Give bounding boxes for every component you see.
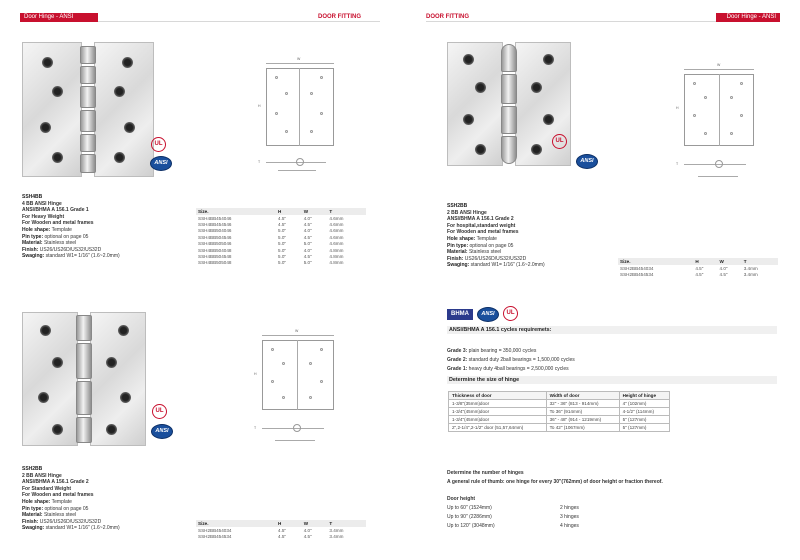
table-row [449,408,670,416]
grade-row [447,348,536,354]
spec-line: 2 BB ANSI Hinge [22,472,62,479]
table-cell: 4.6mm [329,215,344,221]
drawing-pin [715,160,723,168]
table-cell: To 36" (914mm) [546,408,619,416]
ssh4bb-spec [22,194,192,260]
table-cell: 4.5" [278,534,287,540]
drawing-hole [310,92,313,95]
screw-hole [531,144,542,155]
grade-value: plain bearing = 350,000 cycles [467,348,537,354]
spec-row [22,499,192,506]
table-cell: 4.6mm [329,234,344,240]
spec-line: For Wooden and metal frames [22,492,94,499]
drawing-hole [730,132,733,135]
table-cell: 4-1/2" (114mm) [619,408,669,416]
product-code: SSH4BB [22,194,43,200]
table-cell: 3.4mm [329,534,344,540]
drawing-hole [693,82,696,85]
hinge-knuckle [501,44,517,72]
table-cell: 5.0" [303,260,312,266]
table-row [196,247,366,253]
table-row [196,260,366,266]
spec-key: Swaging: [22,253,45,260]
spec-value: Stainless steel [42,240,77,247]
table-cell: 4.0" [303,215,312,221]
ansi-logo-icon: ANSI [150,156,172,171]
drawing-label-t: T [254,426,257,430]
left-header-tab-label: Door Hinge - ANSI [24,14,74,20]
table-cell: 4.0" [303,247,312,253]
spec-key: Pin type: [22,505,44,512]
spec-row [22,512,192,519]
drawing-hole [693,114,696,117]
ul-listed-icon: UL [503,306,518,321]
screw-hole [42,57,53,68]
ssh2bb-hospital-size-table [618,258,778,278]
drawing-hole [309,396,312,399]
table-cell: 3.4mm [329,527,344,533]
spec-key: Material: [447,249,468,256]
grade-value: standard duty 2ball bearings = 1,500,000 cycles [467,357,575,363]
door-height-row: Up to 120" (3048mm) [447,523,495,529]
spec-value: optional on page 05 [43,233,89,240]
screw-hole [120,392,131,403]
drawing-pin [293,424,301,432]
table-row [196,527,366,533]
spec-key: Finish: [447,255,464,262]
ansi-logo-icon: ANSI [477,307,499,322]
drawing-label-h: H [676,106,679,110]
screw-hole [52,357,63,368]
table-row [196,221,366,227]
hinge-knuckle [80,154,96,173]
spec-value: Template [475,235,497,242]
drawing-hole [309,362,312,365]
table-cell: SSH2BB454034 [198,527,232,533]
table-cell: 4.8mm [329,254,344,260]
table-cell: 2",2-1/4",2-1/2" door (51,57,64mm) [449,424,547,432]
grade-value: heavy duty 4ball bearings = 2,500,000 cycles [467,366,569,372]
grade-row [447,366,569,372]
spec-value: US26/US26D/US32/US32D [38,518,102,525]
spec-value: optional on page 05 [43,505,89,512]
screw-hole [122,57,133,68]
drawing-hole [275,112,278,115]
table-body [618,265,778,278]
table-row [449,424,670,432]
spec-line: For Wooden and metal frames [447,229,519,236]
size-section-title: Determine the size of hinge [447,376,777,384]
drawing-hole [282,396,285,399]
spec-row [22,506,192,513]
table-row [449,400,670,408]
table-cell: 5.0" [278,254,287,260]
drawing-hole [282,362,285,365]
hinge-knuckle [80,66,96,84]
left-header-tab [20,13,98,22]
table-body [196,527,366,540]
table-cell: 4" (102mm) [619,400,669,408]
spec-value: Template [50,226,72,233]
spec-line: For hospital,standard weight [447,222,516,229]
col-t: T [327,208,366,215]
col-height: Height of hinge [619,392,669,400]
hinge-knuckle [76,417,92,443]
screw-hole [40,325,51,336]
drawing-dimension-line [275,440,315,441]
hinge-knuckle [80,46,96,64]
spec-line: 4 BB ANSI Hinge [22,200,62,207]
col-h: H [276,208,302,215]
drawing-hole [285,92,288,95]
drawing-dimension-line [262,335,334,336]
ssh2bb-standard-spec [22,466,192,532]
hinge-knuckle [76,381,92,415]
ansi-logo-icon: ANSI [576,154,598,169]
spec-line: For Heavy Weight [22,213,65,220]
spec-key: Hole shape: [22,498,51,505]
spec-line: ANSI/BHMA A 156.1 Grade 2 [22,479,89,486]
table-cell: SSH4BB454046 [198,215,232,221]
drawing-outline [266,68,334,146]
table-cell: 4.5" [278,527,287,533]
drawing-dimension-line [278,170,316,171]
spec-value: Stainless steel [467,249,502,256]
screw-hole [463,114,474,125]
spec-key: Pin type: [22,233,44,240]
drawing-hole [704,96,707,99]
col-h: H [276,520,302,527]
ssh2bb-standard-size-table [196,520,366,540]
table-body [196,215,366,266]
right-page [400,0,800,560]
left-header-section: DOOR FITTING [318,14,361,20]
spec-line: ANSI/BHMA A 156.1 Grade 1 [22,207,89,214]
col-w: W [718,258,742,265]
ssh2bb-hospital-hinge-photo [447,42,571,166]
spec-line: For Standard Weight [22,485,72,492]
table-cell: 4.5" [719,272,728,278]
spec-row [447,249,617,256]
drawing-knuckle-line [719,74,720,146]
screw-hole [114,86,125,97]
spec-key: Material: [22,240,43,247]
screw-hole [475,144,486,155]
col-size: Size. [196,520,276,527]
drawing-hole [285,130,288,133]
table-cell: 5.0" [278,241,287,247]
hinge-knuckle [501,106,517,134]
ssh2bb-hinge-photo [22,312,146,446]
drawing-hole [704,132,707,135]
col-w: W [302,208,328,215]
drawing-hole [740,82,743,85]
col-width: Width of door [546,392,619,400]
screw-hole [52,152,63,163]
grade-row [447,357,575,363]
spec-value: optional on page 05 [468,242,514,249]
table-row [618,271,778,277]
spec-key: Hole shape: [447,235,476,242]
table-cell: 5" (127mm) [619,416,669,424]
table-cell: 4.5" [303,254,312,260]
drawing-hole [320,76,323,79]
drawing-label-w: W [295,329,299,333]
right-header-section: DOOR FITTING [426,14,469,20]
table-row [449,416,670,424]
table-header-row [196,208,366,215]
table-body [449,400,670,432]
hinge-knuckle [80,86,96,108]
table-cell: 4.0" [303,228,312,234]
door-height-row: Up to 90" (2286mm) [447,514,492,520]
table-row [196,215,366,221]
drawing-label-w: W [297,57,301,61]
drawing-label-t: T [676,162,679,166]
spec-row [22,227,192,234]
spec-line: 2 BB ANSI Hinge [447,209,487,216]
screw-hole [52,86,63,97]
screw-hole [531,82,542,93]
col-t: T [742,258,778,265]
table-cell: 4.5" [695,272,704,278]
spec-key: Finish: [22,518,39,525]
table-cell: 1-3/4"(45mm)door [449,408,547,416]
spec-key: Pin type: [447,242,469,249]
table-cell: 5" (127mm) [619,424,669,432]
table-cell: 4.8mm [329,247,344,253]
drawing-hole [730,96,733,99]
table-row [196,241,366,247]
hinge-knuckle [76,315,92,341]
drawing-hole [320,380,323,383]
table-cell: SSH4BB505046 [198,241,232,247]
table-cell: 4.5" [278,222,287,228]
drawing-hole [310,130,313,133]
drawing-hole [271,348,274,351]
hinge-knuckle [501,136,517,164]
drawing-dimension-line [684,69,754,70]
spec-value: US26/US26D/US32/US32D [38,246,102,253]
spec-key: Material: [22,512,43,519]
table-header-row [196,520,366,527]
table-cell: SSH4BB454546 [198,222,232,228]
col-t: T [327,520,366,527]
spec-value: standard W1= 1/16" (1.6~2.0mm) [44,253,120,260]
table-cell: 5.0" [278,247,287,253]
table-cell: SSH4BB504546 [198,234,232,240]
table-cell: SSH4BB504046 [198,228,232,234]
screw-hole [40,122,51,133]
ul-listed-icon: UL [552,134,567,149]
table-cell: 4.0" [719,265,728,271]
product-code: SSH2BB [447,203,468,209]
screw-hole [475,82,486,93]
table-cell: 4.5" [303,222,312,228]
screw-hole [124,122,135,133]
spec-row [447,262,617,269]
screw-hole [106,424,117,435]
hinge-size-table [448,391,670,432]
drawing-dimension-line [698,176,738,177]
col-size: Size. [196,208,276,215]
table-cell: 5.0" [278,228,287,234]
hinge-knuckle [80,134,96,152]
table-cell: SSH2BB454534 [620,272,654,278]
screw-hole [543,114,554,125]
screw-hole [118,325,129,336]
table-cell: 1-3/8"(35mm)door [449,400,547,408]
spec-key: Swaging: [22,525,45,532]
spec-row [22,519,192,526]
spec-row [447,256,617,263]
ssh4bb-size-table [196,208,366,266]
bhma-logo-icon: BHMA [447,309,473,320]
spec-row [22,253,192,260]
screw-hole [114,152,125,163]
spec-value: US26/US26D/US32/US32D [463,255,527,262]
table-cell: 4.6mm [329,228,344,234]
table-cell: 5.0" [278,260,287,266]
hinge-knuckle [80,110,96,132]
hinge-knuckle [76,343,92,379]
grades-title: ANSI/BHMA A 156.1 cycles requiremets: [447,326,777,334]
table-cell: SSH4BB504048 [198,247,232,253]
grade-key: Grade 1: [447,366,468,372]
door-height-label: Door height [447,496,476,502]
drawing-label-t: T [258,160,261,164]
screw-hole [106,357,117,368]
door-height-row: Up to 60" (1524mm) [447,505,492,511]
hinge-count: 2 hinges [560,505,579,511]
spec-row [22,247,192,254]
spec-line: ANSI/BHMA A 156.1 Grade 2 [447,216,514,223]
table-cell: 5.0" [303,241,312,247]
table-cell: 4.6mm [329,241,344,247]
spec-row [447,236,617,243]
table-cell: 5.0" [278,234,287,240]
ssh4bb-hinge-photo [22,42,154,177]
hinge-count: 3 hinges [560,514,579,520]
screw-hole [38,392,49,403]
col-h: H [693,258,717,265]
drawing-hole [320,348,323,351]
table-row [196,253,366,259]
grade-key: Grade 2: [447,357,468,363]
ssh2bb-hospital-spec [447,203,617,269]
table-cell: 1-3/4"(45mm)door [449,416,547,424]
table-cell: 4.5" [278,215,287,221]
table-cell: 4.5" [303,534,312,540]
spec-key: Finish: [22,246,39,253]
drawing-hole [740,114,743,117]
col-w: W [302,520,328,527]
table-cell: 3.4mm [743,265,758,271]
ul-listed-icon: UL [151,137,166,152]
table-cell: 4.6mm [329,222,344,228]
ul-listed-icon: UL [152,404,167,419]
table-row [618,265,778,271]
col-size: Size. [618,258,693,265]
drawing-knuckle-line [299,68,300,146]
table-cell: To 42" (1067mm) [546,424,619,432]
table-cell: 4.5" [695,265,704,271]
table-cell: 3.4mm [743,272,758,278]
number-section-title: Determine the number of hinges [447,470,524,476]
table-cell: 4.0" [303,527,312,533]
table-cell: SSH4BB505048 [198,260,232,266]
drawing-label-h: H [254,372,257,376]
grade-key: Grade 3: [447,348,468,354]
table-cell: SSH2BB454534 [198,534,232,540]
drawing-dimension-line [266,63,334,64]
spec-value: standard W1= 1/16" (1.6~2.0mm) [469,262,545,269]
spec-row [22,240,192,247]
table-cell: 4.8mm [329,260,344,266]
right-header-tab: Door Hinge - ANSI [716,13,780,22]
product-code: SSH2BB [22,466,43,472]
drawing-pin [296,158,304,166]
table-cell: SSH4BB504548 [198,254,232,260]
hinge-knuckle [501,74,517,104]
col-thickness: Thickness of door [449,392,547,400]
spec-row [447,243,617,250]
drawing-label-h: H [258,104,261,108]
number-section-rule: A general rule of thumb: one hinge for every 30"(762mm) of door height or fraction thereof. [447,479,663,485]
table-row [196,234,366,240]
spec-row [22,234,192,241]
spec-key: Hole shape: [22,226,51,233]
spec-value: Stainless steel [42,512,77,519]
table-cell: 4.5" [303,234,312,240]
drawing-hole [275,76,278,79]
drawing-hole [271,380,274,383]
screw-hole [543,54,554,65]
spec-line: For Wooden and metal frames [22,220,94,227]
right-header-rule [426,21,716,22]
spec-key: Swaging: [447,262,470,269]
table-row [196,228,366,234]
screw-hole [463,54,474,65]
drawing-label-w: W [717,63,721,67]
table-header-row [618,258,778,265]
spec-row [22,525,192,532]
table-cell: 32" - 36" (813 - 914mm) [546,400,619,408]
table-cell: 36" - 48" (914 - 1219mm) [546,416,619,424]
spec-value: Template [50,498,72,505]
table-row [196,533,366,539]
screw-hole [52,424,63,435]
drawing-knuckle-line [297,340,298,410]
table-cell: SSH2BB454034 [620,265,654,271]
hinge-count: 4 hinges [560,523,579,529]
ansi-logo-icon: ANSI [151,424,173,439]
table-header-row [449,392,670,400]
drawing-hole [320,112,323,115]
spec-value: standard W1= 1/16" (1.6~2.0mm) [44,525,120,532]
